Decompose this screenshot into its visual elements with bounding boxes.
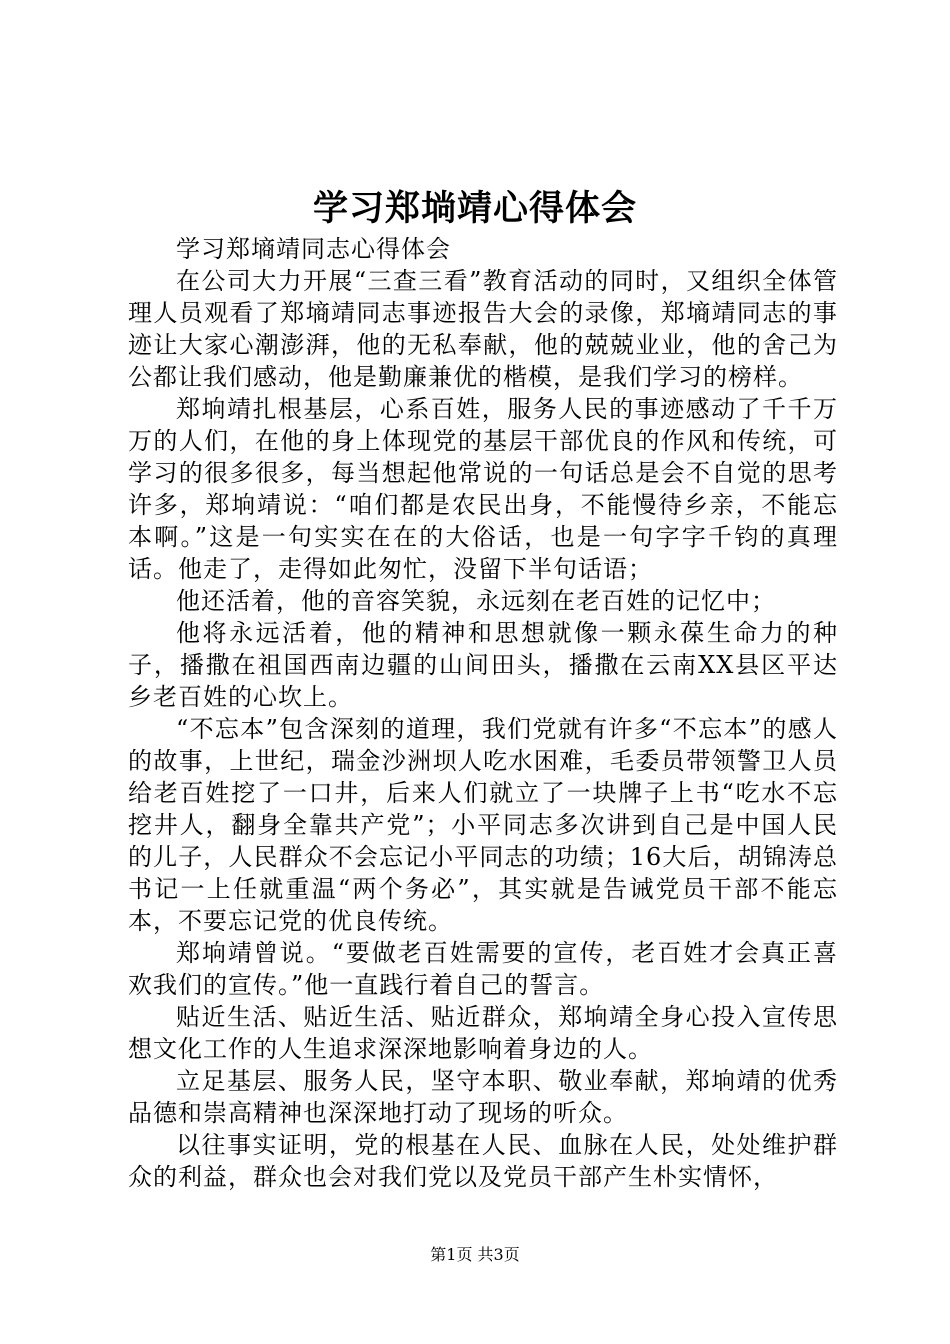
document-title: 学习郑埫靖心得体会: [312, 188, 637, 229]
body-paragraph: “不忘本”包含深刻的道理，我们党就有许多“不忘本”的感人的故事，上世纪，瑞金沙洲坝人吃水困难，毛委员带领警卫人员给老百姓挖了一口井，后来人们就立了一块牌子上书“吃水不忘挖井人，翻身全靠共产党”；小平同志多次讲到自己是中国人民的儿子，人民群众不会忘记小平同志的功绩；16大后，胡锦涛总书记一上任就重温“两个务必”，其实就是告诫党员干部不能忘本，不要忘记党的优良传统。: [128, 715, 838, 935]
body-paragraph: 以往事实证明，党的根基在人民、血脉在人民，处处维护群众的利益，群众也会对我们党以及党员干部产生朴实情怀，: [128, 1131, 838, 1191]
subtitle-paragraph: 学习郑墒靖同志心得体会: [176, 235, 451, 263]
page-number-footer: 第1页 共3页: [430, 1245, 520, 1264]
body-paragraph: 郑垧靖曾说。“要做老百姓需要的宣传，老百姓才会真正喜欢我们的宣传。”他一直践行着自己的誓言。: [128, 939, 838, 999]
body-paragraph: 在公司大力开展“三查三看”教育活动的同时，又组织全体管理人员观看了郑墒靖同志事迹报告大会的录像，郑墒靖同志的事迹让大家心潮澎湃，他的无私奉献，他的兢兢业业，他的舍己为公都让我们感动，他是勤廉兼优的楷模，是我们学习的榜样。: [128, 267, 838, 391]
body-paragraph: 郑垧靖扎根基层，心系百姓，服务人民的事迹感动了千千万万的人们，在他的身上体现党的基层干部优良的作风和传统，可学习的很多很多，每当想起他常说的一句话总是会不自觉的思考许多，郑垧靖说：“咱们都是农民出身，不能慢待乡亲，不能忘本啊。”这是一句实实在在的大俗话，也是一句字字千钧的真理话。他走了，走得如此匆忙，没留下半句话语；: [128, 395, 838, 583]
document-body: [128, 233, 838, 1193]
body-paragraph: 他还活着，他的音容笑貌，永远刻在老百姓的记忆中；: [176, 587, 776, 615]
body-paragraph: 立足基层、服务人民，坚守本职、敬业奉献，郑垧靖的优秀品德和崇高精神也深深地打动了现场的听众。: [128, 1067, 838, 1127]
body-paragraph: 贴近生活、贴近生活、贴近群众，郑垧靖全身心投入宣传思想文化工作的人生追求深深地影响着身边的人。: [128, 1003, 838, 1063]
body-paragraph: 他将永远活着，他的精神和思想就像一颗永葆生命力的种子，播撒在祖国西南边疆的山间田头，播撒在云南XX县区平达乡老百姓的心坎上。: [128, 619, 838, 711]
